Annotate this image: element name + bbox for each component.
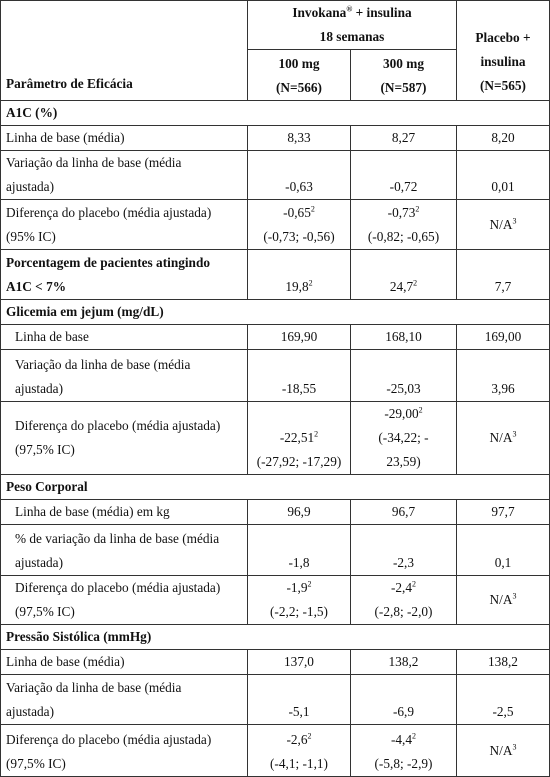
cell-300mg: 138,2: [351, 650, 457, 675]
section-row: [1, 625, 550, 650]
row-label: Diferença do placebo (média ajustada) (97,5% IC): [1, 576, 248, 625]
cell-placebo: $N/A^3$: [457, 402, 550, 475]
cell-100mg: 19,8$^2$: [248, 250, 351, 300]
section-row: [1, 101, 550, 126]
cell-100mg: 8,33: [248, 126, 351, 151]
cell-300mg: -25,03: [351, 350, 457, 402]
cell-100mg: -0,63: [248, 151, 351, 200]
header-group: [248, 1, 457, 50]
table-row: [1, 151, 550, 200]
header-col-100mg: 100 mg (N=566): [248, 50, 351, 101]
cell-100mg: -22,51$^2$ (-27,92; -17,29): [248, 402, 351, 475]
row-label: Diferença do placebo (média ajustada) (97,5% IC): [1, 402, 248, 475]
cell-300mg: -6,9: [351, 675, 457, 725]
cell-300mg: $-2,4^2$ (-2,8; -2,0): [351, 576, 457, 625]
cell-placebo: -2,5: [457, 675, 550, 725]
row-label: Linha de base: [1, 325, 248, 350]
table-row: [1, 725, 550, 777]
row-label: % de variação da linha de base (média ajustada): [1, 525, 248, 576]
cell-300mg: 8,27: [351, 126, 457, 151]
cell-300mg: 96,7: [351, 500, 457, 525]
section-row: [1, 300, 550, 325]
cell-100mg: 169,90: [248, 325, 351, 350]
cell-300mg: 24,7$^2$: [351, 250, 457, 300]
cell-100mg: -18,55: [248, 350, 351, 402]
section-title-weight: Peso Corporal: [1, 475, 550, 500]
cell-300mg: -0,73$^2$ (-0,82; -0,65): [351, 200, 457, 250]
header-col-300mg: 300 mg (N=587): [351, 50, 457, 101]
section-row: [1, 475, 550, 500]
cell-100mg: $-1,9^2$ (-2,2; -1,5): [248, 576, 351, 625]
cell-placebo: 97,7: [457, 500, 550, 525]
table-row: [1, 675, 550, 725]
header-weeks: 18 semanas: [319, 29, 385, 44]
table-row: [1, 500, 550, 525]
table-row: [1, 525, 550, 576]
row-label: Variação da linha de base (média ajustada): [1, 675, 248, 725]
cell-placebo: 8,20: [457, 126, 550, 151]
row-label: Diferença do placebo (média ajustada) (97,5% IC): [1, 725, 248, 777]
table-row: [1, 250, 550, 300]
row-label: Linha de base (média): [1, 126, 248, 151]
table-row: [1, 576, 550, 625]
section-title-fpg: Glicemia em jejum (mg/dL): [1, 300, 550, 325]
cell-placebo: 0,01: [457, 151, 550, 200]
section-title-a1c: A1C (%): [1, 101, 550, 126]
cell-placebo: 138,2: [457, 650, 550, 675]
cell-placebo: 7,7: [457, 250, 550, 300]
table-row: [1, 325, 550, 350]
header-group-title: Invokana® + insulina: [292, 4, 412, 20]
table-row: [1, 650, 550, 675]
cell-100mg: -1,8: [248, 525, 351, 576]
row-label: Linha de base (média): [1, 650, 248, 675]
cell-100mg: $-2,6^2$ (-4,1; -1,1): [248, 725, 351, 777]
row-label: Variação da linha de base (média ajustada): [1, 350, 248, 402]
cell-300mg: $-4,4^2$ (-5,8; -2,9): [351, 725, 457, 777]
table-row: [1, 126, 550, 151]
table-row: [1, 200, 550, 250]
row-label: Linha de base (média) em kg: [1, 500, 248, 525]
cell-100mg: 137,0: [248, 650, 351, 675]
cell-placebo: 3,96: [457, 350, 550, 402]
header-param-label: Parâmetro de Eficácia: [1, 1, 248, 101]
cell-300mg: 168,10: [351, 325, 457, 350]
row-label: Variação da linha de base (média ajustada): [1, 151, 248, 200]
cell-100mg: -0,65$^2$ (-0,73; -0,56): [248, 200, 351, 250]
cell-placebo: 0,1: [457, 525, 550, 576]
header-col-placebo: Placebo + insulina (N=565): [457, 1, 550, 101]
cell-placebo: $N/A^3$: [457, 200, 550, 250]
table-row: [1, 402, 550, 475]
cell-100mg: -5,1: [248, 675, 351, 725]
row-label: Diferença do placebo (média ajustada) (95% IC): [1, 200, 248, 250]
table-row: [1, 350, 550, 402]
cell-100mg: 96,9: [248, 500, 351, 525]
section-title-sbp: Pressão Sistólica (mmHg): [1, 625, 550, 650]
cell-placebo: $N/A^3$: [457, 725, 550, 777]
cell-300mg: -29,00$^2$ (-34,22; - 23,59): [351, 402, 457, 475]
cell-placebo: 169,00: [457, 325, 550, 350]
cell-300mg: -0,72: [351, 151, 457, 200]
header-row-1: [1, 1, 550, 50]
cell-placebo: $N/A^3$: [457, 576, 550, 625]
cell-300mg: -2,3: [351, 525, 457, 576]
row-label-pct: Porcentagem de pacientes atingindo A1C < 7%: [1, 250, 248, 300]
